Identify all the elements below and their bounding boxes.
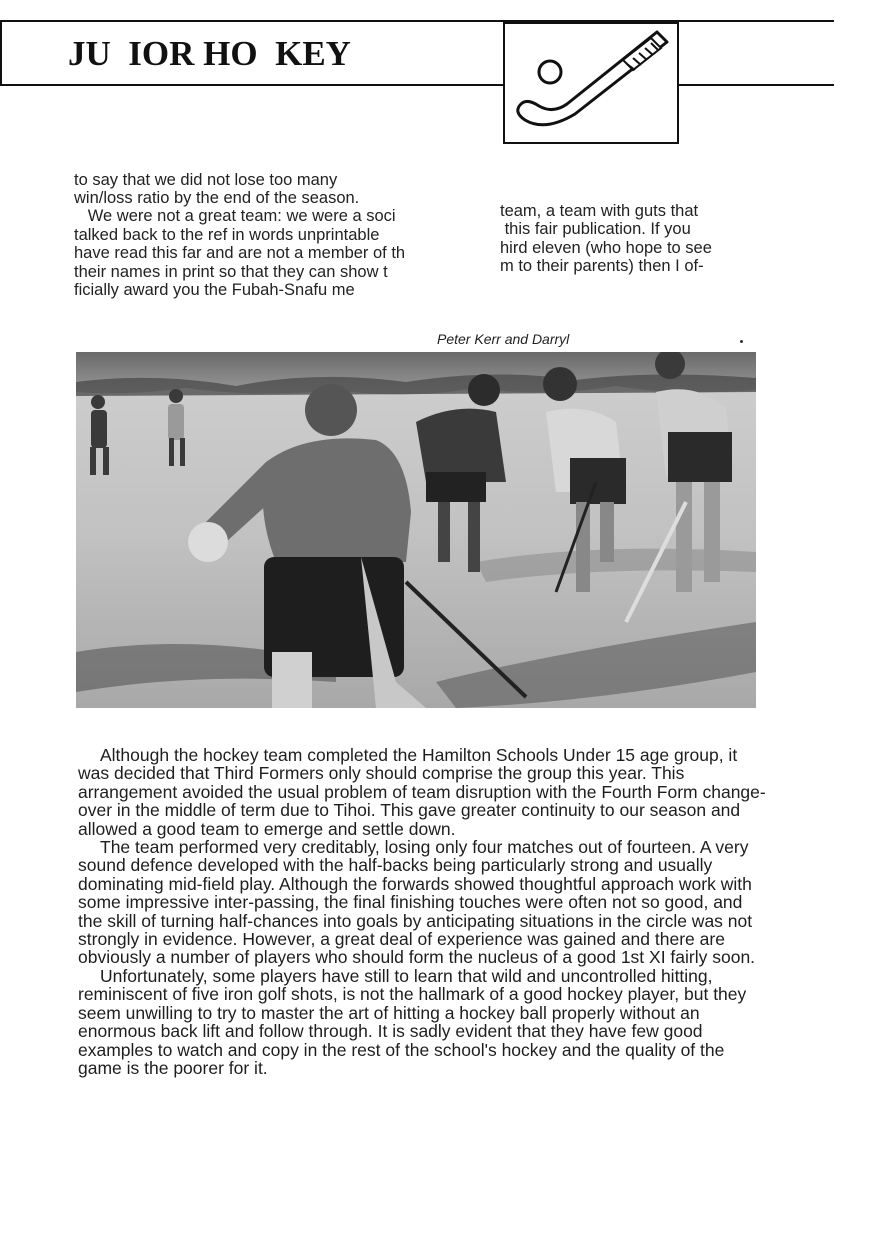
page-title: JU IOR HO KEY — [68, 34, 351, 73]
intro-line: have read this far and are not a member of th — [74, 244, 406, 262]
hockey-stick-and-ball-icon — [505, 24, 677, 142]
article-paragraph: The team performed very creditably, losing only four matches out of fourteen. A very sound defence developed with the half-backs being particularly strong and usually dominating mid-field play. Although the forwards showed thoughtful approach work with some impressive inter-passing, the final finishing touches were often not so good, and the skill of turning half-chances into goals by anticipating situations in the circle was not strongly in evidence. However, a great deal of experience was gained and there are obviously a number of players who should form the nucleus of a good 1st XI fairly soon. — [78, 837, 756, 968]
intro-line: to say that we did not lose too many — [74, 171, 338, 189]
article-paragraph: Unfortunately, some players have still to learn that wild and uncontrolled hitting, reminiscent of five iron golf shots, is not the hallmark of a good hockey player, but they seem unwilling to try to master the art of hitting a hockey ball properly without an enormous back lift and follow through. It is sadly evident that they have few good examples to watch and copy in the rest of the school's hockey and the quality of the game is the poorer for it. — [78, 965, 747, 1078]
intro-line: We were not a great team: we were a soci — [74, 207, 396, 225]
intro-right-line: team, a team with guts that — [500, 202, 699, 220]
photo-caption: Peter Kerr and Darryl — [437, 331, 570, 347]
intro-right-line: m to their parents) then I of- — [500, 257, 704, 275]
header-left-edge — [0, 20, 2, 86]
header-top-rule — [0, 20, 834, 22]
intro-line: ficially award you the Fubah-Snafu me — [74, 281, 355, 299]
intro-line: their names in print so that they can show t — [74, 263, 388, 281]
stray-dot — [740, 340, 743, 343]
article-paragraph: Although the hockey team completed the Hamilton Schools Under 15 age group, it was decided that Third Formers only should comprise the group this year. This arrangement avoided the usual problem of team disruption with the Fourth Form change-over in the middle of term due to Tihoi. This gave greater continuity to our season and allowed a good team to emerge and settle down. — [78, 745, 766, 839]
hockey-match-photo — [76, 352, 756, 708]
intro-line: talked back to the ref in words unprintable — [74, 226, 380, 244]
article-body — [78, 746, 768, 1077]
intro-line: win/loss ratio by the end of the season. — [74, 189, 360, 207]
header-bottom-rule — [0, 84, 834, 86]
intro-right-line: hird eleven (who hope to see — [500, 239, 712, 257]
logo-box — [503, 22, 679, 144]
intro-right-line: this fair publication. If you — [500, 220, 691, 238]
